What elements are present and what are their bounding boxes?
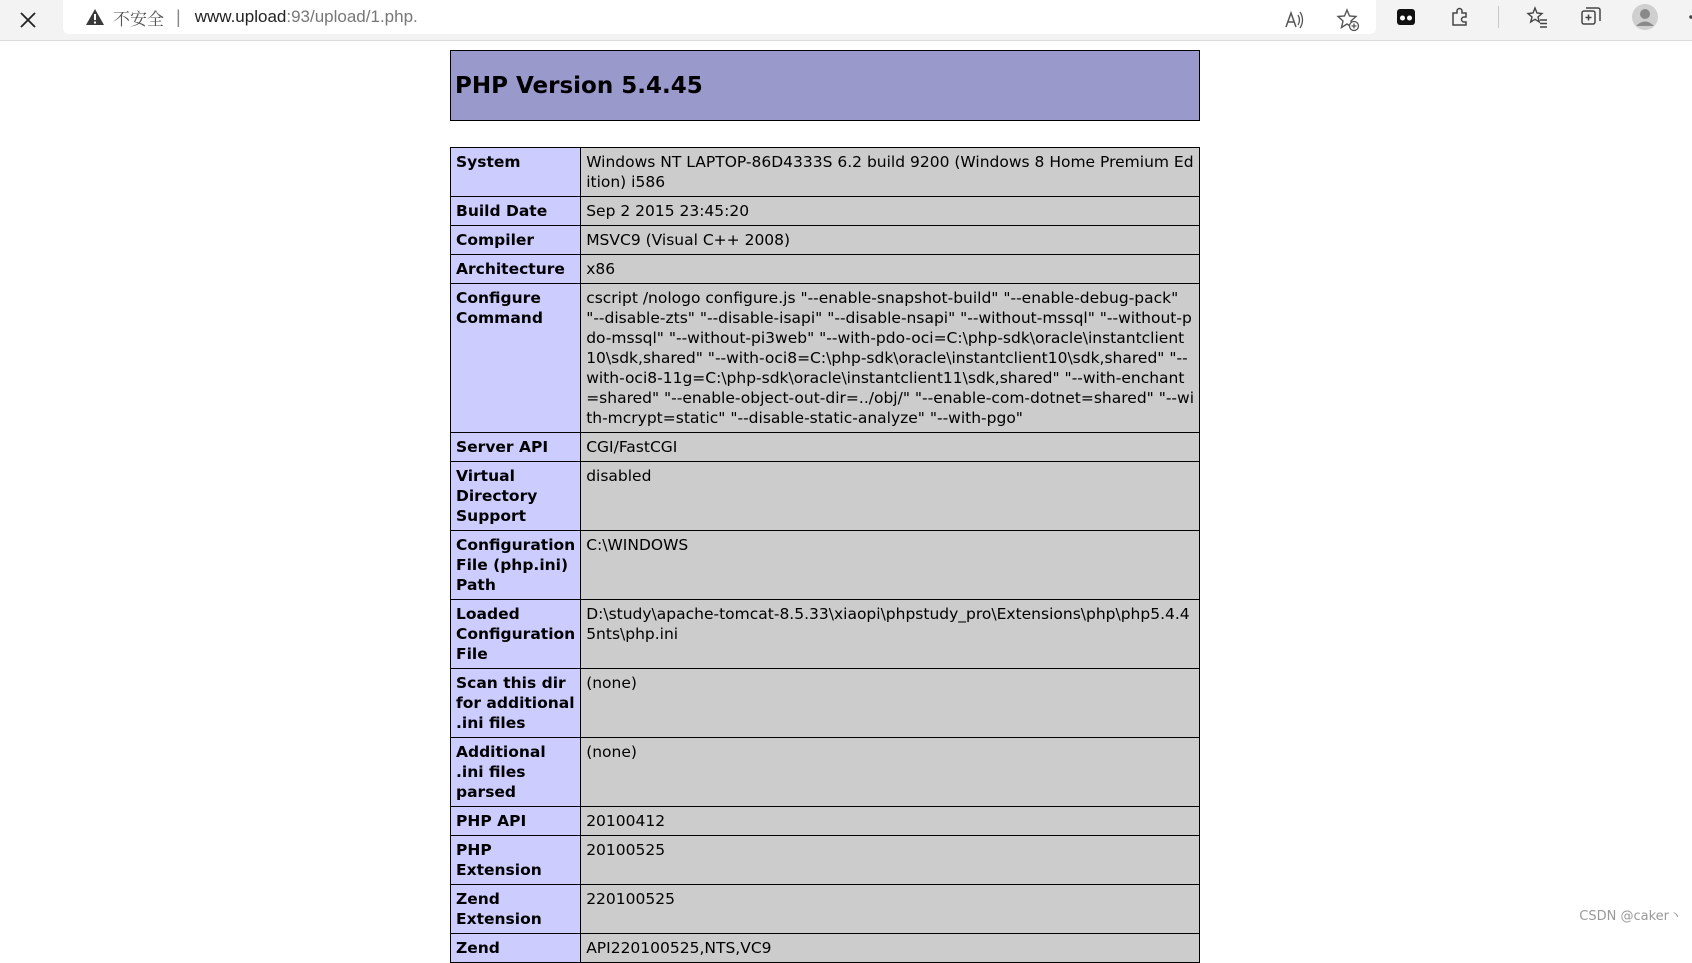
row-key: Build Date (451, 197, 581, 226)
row-value: C:\WINDOWS (581, 531, 1200, 600)
address-actions (1278, 4, 1364, 36)
address-bar[interactable] (63, 0, 1376, 34)
table-row (451, 807, 1200, 836)
table-row (451, 934, 1200, 963)
row-value: 20100412 (581, 807, 1200, 836)
row-value: (none) (581, 738, 1200, 807)
address-divider: | (176, 7, 181, 28)
security-label[interactable]: 不安全 (113, 5, 164, 30)
row-value: (none) (581, 669, 1200, 738)
row-key: Additional .ini files parsed (451, 738, 581, 807)
warning-icon[interactable] (85, 7, 105, 27)
favorites-icon[interactable] (1521, 1, 1553, 33)
row-value: API220100525,NTS,VC9 (581, 934, 1200, 963)
row-value: Sep 2 2015 23:45:20 (581, 197, 1200, 226)
table-row (451, 836, 1200, 885)
row-value: D:\study\apache-tomcat-8.5.33\xiaopi\phpstudy_pro\Extensions\php\php5.4.45nts\php.ini (581, 600, 1200, 669)
read-aloud-icon[interactable] (1278, 4, 1310, 36)
row-key: PHP API (451, 807, 581, 836)
row-value: MSVC9 (Visual C++ 2008) (581, 226, 1200, 255)
toolbar-divider (1498, 6, 1499, 28)
url-host: www.upload (195, 7, 287, 26)
version-header (450, 50, 1200, 121)
url-path: :93/upload/1.php. (286, 7, 417, 26)
row-value: cscript /nologo configure.js "--enable-snapshot-build" "--enable-debug-pack" "--disable-zts" "--disable-isapi" "--disable-nsapi" "--without-mssql" "--without-pdo-mssql" "--without-pi3web" "--with-pdo-oci=C:\php-sdk\oracle\instantclient10\sdk,shared" "--with-oci8=C:\php-sdk\oracle\instantclient10\sdk,shared" "--with-oci8-11g=C:\php-sdk\oracle\instantclient11\sdk,shared" "--with-enchant=shared" "--enable-object-out-dir=../obj/" "--enable-com-dotnet=shared" "--with-mcrypt=static" "--disable-static-analyze" "--with-pgo" (581, 284, 1200, 433)
row-key: Loaded Configuration File (451, 600, 581, 669)
row-value: 220100525 (581, 885, 1200, 934)
table-row (451, 226, 1200, 255)
row-key: System (451, 148, 581, 197)
row-key: Zend (451, 934, 581, 963)
table-row (451, 148, 1200, 197)
row-key: Configure Command (451, 284, 581, 433)
extension-app-icon[interactable] (1390, 1, 1422, 33)
watermark: CSDN @caker丶 (1579, 905, 1682, 924)
collections-icon[interactable] (1575, 1, 1607, 33)
row-key: Server API (451, 433, 581, 462)
page-title: PHP Version 5.4.45 (451, 51, 1200, 121)
table-row (451, 885, 1200, 934)
profile-avatar-icon[interactable] (1629, 1, 1661, 33)
close-icon[interactable] (14, 6, 42, 34)
info-table (450, 147, 1200, 963)
url-text[interactable] (195, 7, 418, 27)
table-row (451, 284, 1200, 433)
row-value: x86 (581, 255, 1200, 284)
row-key: Compiler (451, 226, 581, 255)
table-row (451, 197, 1200, 226)
row-key: Zend Extension (451, 885, 581, 934)
table-row (451, 738, 1200, 807)
toolbar-icons (1390, 0, 1692, 34)
more-options-icon[interactable] (1683, 1, 1692, 33)
phpinfo-content (450, 50, 1200, 963)
row-value: Windows NT LAPTOP-86D4333S 6.2 build 9200 (Windows 8 Home Premium Edition) i586 (581, 148, 1200, 197)
table-row (451, 433, 1200, 462)
table-row (451, 462, 1200, 531)
row-value: disabled (581, 462, 1200, 531)
row-key: Scan this dir for additional .ini files (451, 669, 581, 738)
row-key: Virtual Directory Support (451, 462, 581, 531)
row-key: Configuration File (php.ini) Path (451, 531, 581, 600)
table-row (451, 255, 1200, 284)
browser-toolbar (0, 0, 1692, 41)
add-favorite-icon[interactable] (1332, 4, 1364, 36)
table-row (451, 669, 1200, 738)
row-value: CGI/FastCGI (581, 433, 1200, 462)
table-row (451, 531, 1200, 600)
row-value: 20100525 (581, 836, 1200, 885)
table-row (451, 600, 1200, 669)
extensions-icon[interactable] (1444, 1, 1476, 33)
row-key: PHP Extension (451, 836, 581, 885)
row-key: Architecture (451, 255, 581, 284)
